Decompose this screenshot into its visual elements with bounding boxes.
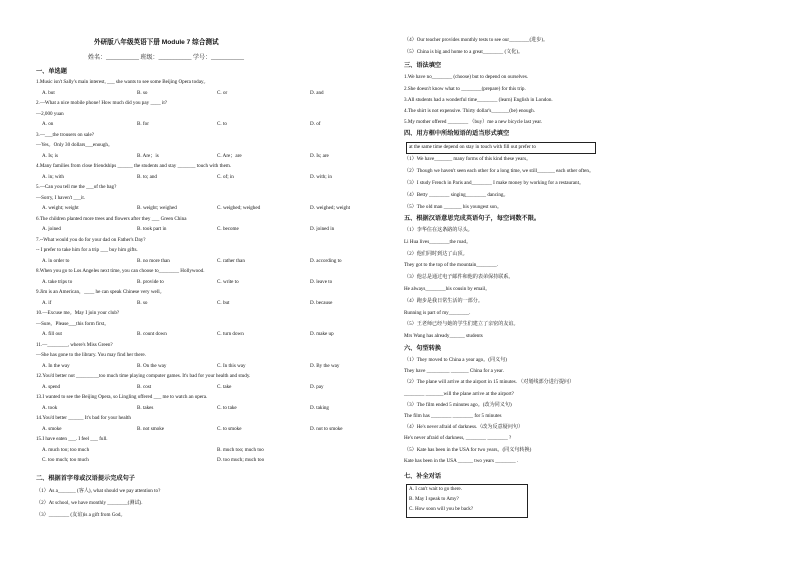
- answer-option[interactable]: A. take trips to: [42, 278, 73, 285]
- question-text: 12.You'd better not _________too much time playing computer games. It's bad for your health and study.: [36, 373, 251, 379]
- answer-option[interactable]: B. Are；is: [137, 152, 159, 159]
- answer-option[interactable]: D. and: [310, 89, 324, 96]
- dialogue-option-b: B. May I speak to Amy?: [409, 496, 459, 502]
- option-row: [42, 458, 352, 465]
- answer-option[interactable]: B. for: [137, 121, 149, 127]
- option-row: [42, 448, 352, 455]
- answer-option[interactable]: B. weight; weighed: [137, 205, 177, 211]
- question-text: 3.—___the trousers on sale?: [36, 131, 94, 138]
- phrase-box-text: at the same time depend on stay in touch with fill out prefer to: [409, 144, 536, 150]
- option-row: [42, 364, 352, 371]
- question-text: —Yes。Only 30 dollars___enough。: [36, 142, 114, 148]
- question-text: 1.Music isn't Sally's main interest, ___ she wants to see some Beijing Opera today。: [36, 79, 209, 85]
- answer-option[interactable]: D. too much; much too: [217, 457, 265, 463]
- answer-option[interactable]: C. to take: [217, 404, 237, 411]
- transform-line: He's never afraid of darkness, ________ ________ ?: [404, 435, 512, 442]
- question-text: 9.Jim is an American，____ he can speak Chinese very well。: [36, 289, 165, 295]
- option-row: [42, 175, 352, 182]
- section-6-heading: 六、句型转换: [404, 345, 442, 352]
- transform-line: （3）The film ended 5 minutes ago。(改为同义句): [404, 401, 512, 408]
- question-text: 13.I wanted to see the Beijing Opera, so Lingling offered ___ me to watch an opera.: [36, 394, 208, 400]
- transform-line: （1）They moved to China a year ago。(同义句): [404, 357, 507, 363]
- transform-line: The film has ________ ________ for 5 minutes: [404, 413, 502, 419]
- fill-item-3: （3）________ (友谊)is a gift from God。: [36, 512, 126, 518]
- dialogue-option-a: A. I can't wait to go there.: [409, 486, 462, 492]
- answer-option[interactable]: C. take: [217, 383, 232, 390]
- question-text: 6.The children planted more trees and flowers after they ___ Green China: [36, 215, 187, 222]
- grammar-item-4: 4.The shirt is not expensive. Thirty dollar's_______(be) enough.: [404, 108, 535, 114]
- section-7-heading: 七、补全对话: [404, 473, 442, 480]
- answer-option[interactable]: A. smoke: [42, 425, 62, 432]
- phrase-item-1: （1）We have_______ many forms of this kind these years。: [404, 156, 532, 162]
- section-3-heading: 三、语法填空: [404, 62, 442, 69]
- answer-option[interactable]: D. taking: [310, 404, 329, 411]
- translation-line: They got to the top of the mountain________.: [404, 262, 498, 269]
- option-row: [42, 280, 352, 287]
- answer-option[interactable]: A. fill out: [42, 331, 62, 337]
- answer-option[interactable]: D. according to: [310, 257, 342, 264]
- phrase-item-5: （5）The old man _______ his youngest son。: [404, 204, 502, 210]
- option-row: [42, 385, 352, 392]
- phrase-box: [406, 142, 596, 154]
- answer-option[interactable]: B. so: [137, 299, 148, 306]
- answer-option[interactable]: A. spend: [42, 383, 61, 390]
- section-1-heading: 一、单选题: [36, 68, 67, 75]
- question-text: 10.—Excuse me。May I join your club?: [36, 310, 120, 316]
- transform-line: （4）He's never afraid of darkness.（改为反意疑问句）: [404, 424, 524, 431]
- question-text: —Sorry, I haven't ___it.: [36, 194, 86, 201]
- option-row: [42, 91, 352, 98]
- answer-option[interactable]: A. took: [42, 404, 58, 411]
- answer-option[interactable]: A. if: [42, 299, 52, 306]
- grammar-item-2: 2.She doesn't know what to ________(prepare) for this trip.: [404, 86, 526, 92]
- answer-option[interactable]: D. not to smoke: [310, 425, 343, 432]
- answer-option[interactable]: D. Is; are: [310, 152, 329, 159]
- translation-line: （4）跑步是我日常生活的一部分。: [404, 297, 483, 304]
- answer-option[interactable]: C. of; in: [217, 173, 234, 180]
- answer-option[interactable]: B. much too; much too: [217, 446, 264, 453]
- answer-option[interactable]: D. joined in: [310, 226, 335, 232]
- answer-option[interactable]: B. took part in: [137, 226, 167, 232]
- transform-line: Kate has been in the USA ______ two years ________ .: [404, 457, 519, 464]
- answer-option[interactable]: B. cost: [137, 383, 152, 390]
- grammar-item-1: 1.We have no________ (choose) but to depend on ourselves.: [404, 74, 529, 80]
- answer-option[interactable]: A. on: [42, 121, 54, 127]
- answer-option[interactable]: D. weighed; weight: [310, 205, 351, 211]
- answer-option[interactable]: C. turn down: [217, 331, 244, 337]
- answer-option[interactable]: D. leave to: [310, 278, 333, 285]
- answer-option[interactable]: D. By the way: [310, 362, 340, 369]
- transform-line: They have _________ _______ China for a year.: [404, 368, 504, 375]
- answer-option[interactable]: A. joined: [42, 226, 61, 232]
- section-4-heading: 四、用方框中所给短语的适当形式填空: [404, 130, 510, 137]
- translation-line: Mrs Wang has already______ students: [404, 333, 483, 340]
- section-2-heading: 二、根据首字母或汉语提示完成句子: [36, 475, 135, 482]
- answer-option[interactable]: D. of: [310, 121, 321, 127]
- answer-option[interactable]: B. provide to: [137, 278, 164, 285]
- grammar-item-3: 3.All students had a wonderful time________ (learn) English in London.: [404, 97, 553, 103]
- transform-line: （2）The plane will arrive at the airport in 15 minutes. （对划线部分进行提问）: [404, 379, 575, 386]
- phrase-item-2: （2）Though we haven't seen each other for a long time, we still_______ each other often。: [404, 168, 595, 174]
- answer-option[interactable]: B. takes: [137, 404, 154, 411]
- question-text: —Sure。Please___this form first。: [36, 320, 110, 327]
- answer-option[interactable]: A. much too; too much: [42, 446, 90, 453]
- answer-option[interactable]: A. in; with: [42, 173, 64, 180]
- option-row: [42, 206, 352, 213]
- answer-option[interactable]: C. become: [217, 226, 239, 232]
- section-5-heading: 五、根据汉语意思完成英语句子，每空词数不限。: [404, 215, 541, 222]
- fill-item-2: （2）At school, we have monthly ________(测试).: [36, 500, 143, 506]
- translation-line: （3）他总是通过电子邮件和他的表弟保持联系。: [404, 274, 514, 281]
- answer-option[interactable]: C. weighed; weighed: [217, 205, 261, 211]
- transform-line: ________ _______will the plane arrive at the airport?: [404, 390, 514, 397]
- phrase-item-4: （4）Betty ________ singing________ dancing。: [404, 192, 509, 198]
- answer-option[interactable]: D. with; in: [310, 173, 332, 180]
- translation-line: （5）王老师已经与她的学生们建立了亲密的友谊。: [404, 321, 519, 328]
- translation-line: He always________his cousin by email。: [404, 286, 491, 292]
- answer-option[interactable]: C. Are；are: [217, 152, 242, 159]
- translation-line: Running is part of my________.: [404, 309, 471, 316]
- question-text: —2,000 yuan: [36, 110, 64, 117]
- answer-option[interactable]: A. weight; weight: [42, 205, 79, 211]
- answer-option[interactable]: D. make up: [310, 331, 334, 337]
- dialogue-option-c: C. How soon will you be back?: [409, 506, 474, 512]
- question-text: 8.When you go to Los Angeles next time, you can choose to________ Hollywood.: [36, 268, 205, 274]
- question-text: 4.Many families from close friendships ______ the students and stay _______ touch with them.: [36, 163, 232, 169]
- option-row: [42, 259, 352, 266]
- fill-item-5: （5）China is big and home to a great________ (文化)。: [404, 49, 524, 55]
- translation-line: （2）他们同时到达了山顶。: [404, 250, 468, 257]
- answer-option[interactable]: D. because: [310, 299, 333, 306]
- answer-option[interactable]: C. rather than: [217, 257, 245, 264]
- answer-option[interactable]: B. On the way: [137, 362, 167, 369]
- grammar-item-5: 5.My mother offered ________ （buy）me a new bicycle last year.: [404, 119, 543, 125]
- answer-option[interactable]: C. or: [217, 89, 228, 96]
- answer-option[interactable]: C. write to: [217, 278, 239, 285]
- option-row: [42, 427, 352, 434]
- question-text: —She has gone to the library. You may find her there.: [36, 352, 146, 358]
- answer-option[interactable]: B. to; and: [137, 173, 157, 180]
- question-text: 14.You'd better ______ It's bad for your health: [36, 415, 131, 421]
- answer-option[interactable]: C. to: [217, 121, 227, 127]
- option-row: [42, 154, 352, 161]
- answer-option[interactable]: A. in order to: [42, 257, 70, 264]
- answer-option[interactable]: B. so: [137, 89, 148, 96]
- answer-option[interactable]: B. not smoke: [137, 425, 165, 432]
- answer-option[interactable]: A. Is; is: [42, 152, 58, 159]
- question-text: 2.—What a nice mobile phone! How much did you pay ____ it?: [36, 100, 167, 106]
- answer-option[interactable]: C. but: [217, 299, 230, 306]
- translation-line: （1）李华住在这条路的尽头。: [404, 227, 473, 233]
- page-title: 外研版八年级英语下册 Module 7 综合测试: [94, 39, 219, 46]
- translation-line: Li Hua lives________the road。: [404, 238, 472, 245]
- question-text: 5.—Can you tell me the ___of the bag?: [36, 184, 117, 190]
- question-text: 11.—________, where's Miss Green?: [36, 341, 113, 348]
- fill-item-4: （4）Our teacher provides monthly tests to see our________(进步)。: [404, 37, 549, 43]
- option-row: [42, 227, 352, 234]
- answer-option[interactable]: A. In the way: [42, 362, 70, 369]
- option-row: [42, 332, 352, 339]
- question-text: 7.--What would you do for your dad on Father's Day?: [36, 236, 146, 243]
- answer-option[interactable]: C. to smoke: [217, 425, 242, 432]
- answer-option[interactable]: B. no more than: [137, 257, 170, 264]
- option-row: [42, 122, 352, 129]
- phrase-item-3: （3）I study French in Paris and________ I make money by working for a restaurant。: [404, 180, 585, 186]
- question-text: -- I prefer to take him for a trip ___ buy him gifts.: [36, 247, 138, 253]
- answer-option[interactable]: A. but: [42, 89, 55, 96]
- transform-line: （5）Kate has been in the USA for two years。(同义句转换): [404, 446, 532, 453]
- option-row: [42, 406, 352, 413]
- answer-option[interactable]: D. pay: [310, 383, 324, 390]
- answer-option[interactable]: C. In this way: [217, 362, 246, 369]
- student-info-line: 姓名：___________ 班级：___________ 学号：___________: [88, 55, 245, 61]
- option-row: [42, 301, 352, 308]
- question-text: 15.I have eaten ___. I feel ___ full.: [36, 436, 108, 442]
- fill-item-1: （1）As a_______ (客人), what should we pay attention to?: [36, 488, 161, 494]
- answer-option[interactable]: C. too much; too much: [42, 457, 89, 463]
- answer-option[interactable]: B. count down: [137, 331, 167, 337]
- dialogue-box: [406, 484, 528, 518]
